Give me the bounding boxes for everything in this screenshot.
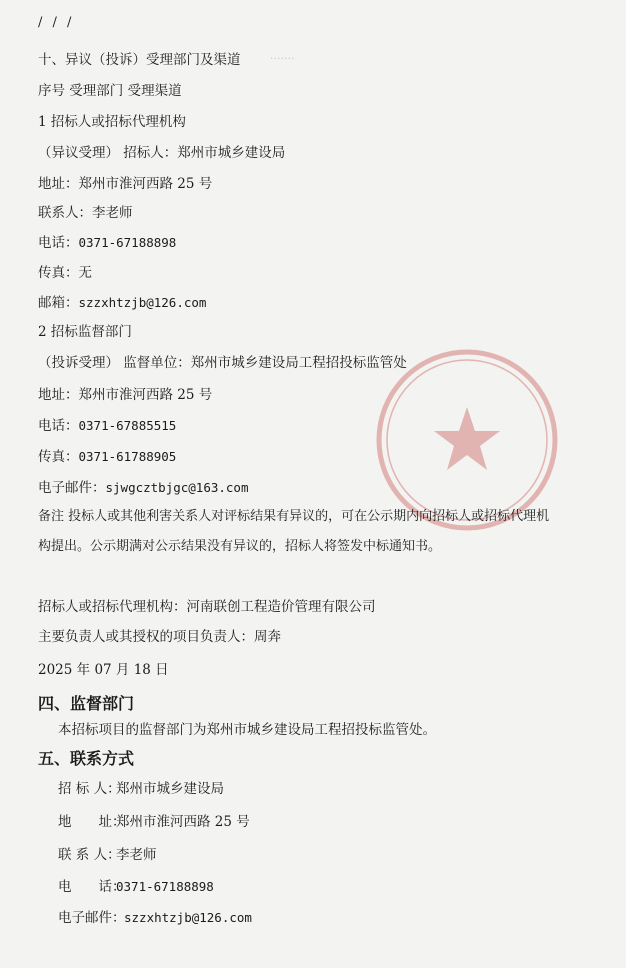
- section4-title: 四、监督部门: [38, 694, 135, 713]
- section5-title: 五、联系方式: [38, 749, 135, 768]
- note-line-1: 备注 投标人或其他利害关系人对评标结果有异议的，可在公示期内向招标人或招标代理机: [38, 509, 550, 524]
- contact-label: 电子邮件：: [58, 910, 126, 926]
- item1-phone-label: 电话：: [38, 235, 79, 251]
- section10-title: 十、异议（投诉）受理部门及渠道: [38, 52, 241, 68]
- item1-phone: [38, 234, 176, 252]
- item1-email-value: szzxhtzjb@126.com: [78, 295, 207, 310]
- contact-label: 地 址：: [58, 814, 126, 830]
- item2-fax-value: 0371-61788905: [78, 449, 177, 464]
- official-seal-icon: [372, 345, 562, 535]
- note-line-2: 构提出。公示期满对公示结果没有异议的，招标人将签发中标通知书。: [38, 539, 442, 554]
- item2-email: [38, 479, 249, 497]
- item2-fax-label: 传真：: [38, 449, 79, 465]
- item1-contact: 联系人：李老师: [38, 205, 133, 221]
- contact-row: [58, 813, 250, 831]
- item2-dept: （投诉受理） 监督单位：郑州市城乡建设局工程招投标监管处: [38, 355, 407, 371]
- contact-row: [58, 878, 214, 896]
- signoff-agency: 招标人或招标代理机构：河南联创工程造价管理有限公司: [38, 599, 376, 615]
- signoff-date: 2025 年 07 月 18 日: [38, 662, 169, 678]
- item1-email-label: 邮箱：: [38, 295, 79, 311]
- section10-columns: 序号 受理部门 受理渠道: [38, 83, 182, 99]
- contact-row: [58, 909, 252, 927]
- section4-body: 本招标项目的监督部门为郑州市城乡建设局工程招投标监管处。: [58, 722, 436, 738]
- contact-row: [58, 780, 224, 798]
- item1-dept: （异议受理） 招标人：郑州市城乡建设局: [38, 145, 286, 161]
- contact-value: 李老师: [116, 847, 157, 863]
- item2-email-value: sjwgcztbjgc@163.com: [105, 480, 249, 495]
- item2-address: 地址：郑州市淮河西路 25 号: [38, 387, 213, 403]
- contact-label: 电 话：: [58, 879, 126, 895]
- contact-value: 郑州市淮河西路 25 号: [116, 814, 250, 830]
- contact-value: szzxhtzjb@126.com: [124, 910, 252, 925]
- item2-phone-value: 0371-67885515: [78, 418, 177, 433]
- item1-fax: 传真：无: [38, 265, 92, 281]
- item2-phone: [38, 417, 176, 435]
- item2-fax: [38, 448, 176, 466]
- item1-heading: 1 招标人或招标代理机构: [38, 114, 186, 130]
- item1-email: [38, 294, 206, 312]
- item2-email-label: 电子邮件：: [38, 480, 106, 496]
- contact-value: 0371-67188898: [116, 879, 214, 894]
- contact-label: 联 系 人：: [58, 847, 121, 863]
- item1-address: 地址：郑州市淮河西路 25 号: [38, 176, 213, 192]
- item2-heading: 2 招标监督部门: [38, 324, 132, 340]
- item2-phone-label: 电话：: [38, 418, 79, 434]
- item1-phone-value: 0371-67188898: [78, 235, 177, 250]
- contact-value: 郑州市城乡建设局: [116, 781, 224, 797]
- signoff-responsible: 主要负责人或其授权的项目负责人：周奔: [38, 629, 281, 645]
- contact-label: 招 标 人：: [58, 781, 121, 797]
- contact-row: [58, 846, 157, 864]
- header-marks: / / /: [38, 15, 75, 30]
- bleed-through-text: ·······: [270, 52, 295, 65]
